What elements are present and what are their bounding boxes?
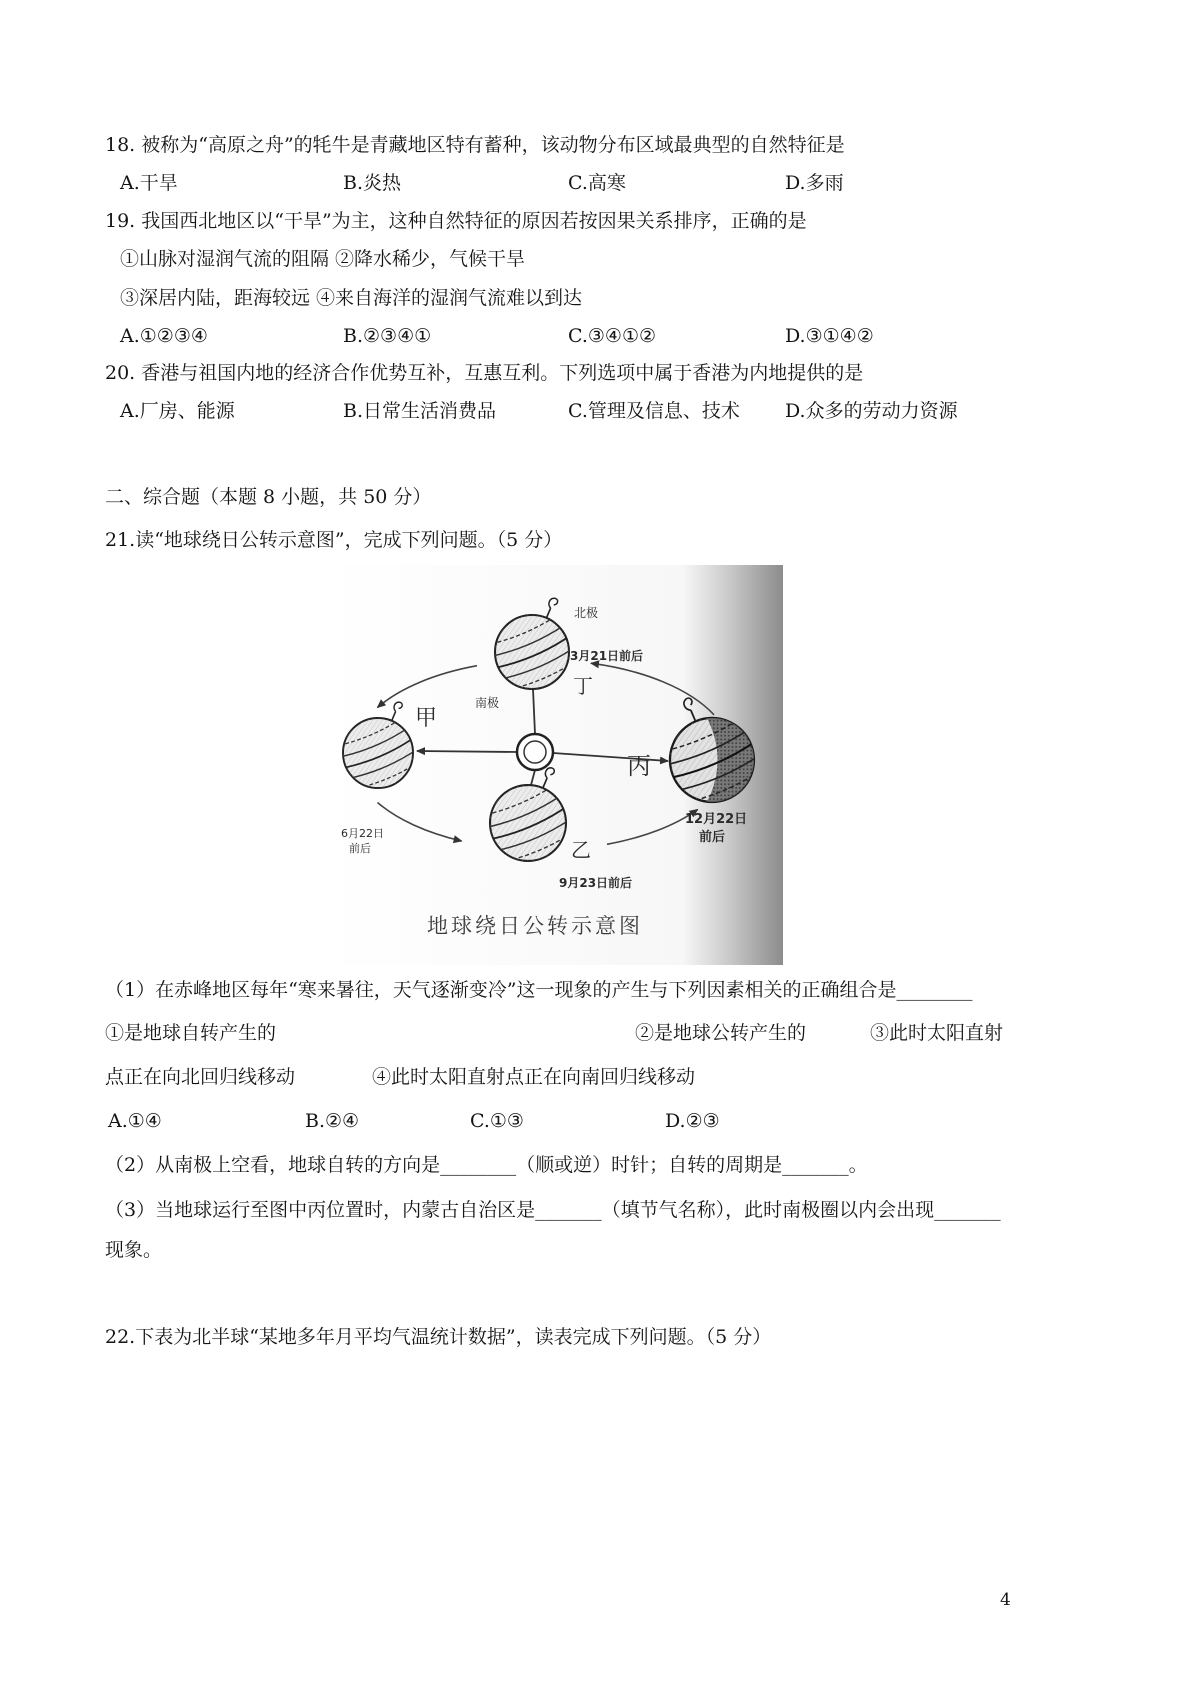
q18-option-c: C.高寒 xyxy=(568,172,626,194)
q22-stem: 22.下表为北半球“某地多年月平均气温统计数据”，读表完成下列问题。（5 分） xyxy=(105,1326,772,1348)
section-heading: 二、综合题（本题 8 小题，共 50 分） xyxy=(105,486,432,508)
q19-option-c: C.③④①② xyxy=(568,325,657,347)
label-ding: 丁 xyxy=(573,674,593,698)
earth-orbit-svg xyxy=(327,565,783,965)
label-date-jia-line-2: 前后 xyxy=(349,842,371,855)
q21-stem: 21.读“地球绕日公转示意图”，完成下列问题。（5 分） xyxy=(105,529,563,551)
label-date-bing-line-2: 前后 xyxy=(699,830,726,845)
q19-option-b: B.②③④① xyxy=(343,325,432,347)
label-date-jia-line-1: 6月22日 xyxy=(341,827,384,840)
q19-option-a: A.①②③④ xyxy=(120,325,208,347)
sun-inner-ring xyxy=(524,741,546,763)
q20-option-a: A.厂房、能源 xyxy=(120,400,235,422)
q21-sub2: （2）从南极上空看，地球自转的方向是________（顺或逆）时针；自转的周期是_______。 xyxy=(105,1154,868,1176)
q21-sub1-option-c: C.①③ xyxy=(470,1110,524,1132)
q19-stem: 19. 我国西北地区以“干旱”为主，这种自然特征的原因若按因果关系排序，正确的是 xyxy=(105,210,807,232)
figure-caption: 地球绕日公转示意图 xyxy=(427,914,643,938)
q21-sub1-stem: （1）在赤峰地区每年“寒来暑往，天气逐渐变冷”这一现象的产生与下列因素相关的正确组合是________ xyxy=(105,979,973,1001)
q21-sub1-option-d: D.②③ xyxy=(665,1110,720,1132)
label-date-yi: 9月23日前后 xyxy=(559,876,633,890)
q20-option-b: B.日常生活消费品 xyxy=(343,400,497,422)
label-yi: 乙 xyxy=(571,838,591,862)
label-date-bing-line-1: 12月22日 xyxy=(685,812,748,827)
q21-sub3-line-2: 现象。 xyxy=(105,1239,163,1261)
q20-option-c: C.管理及信息、技术 xyxy=(568,400,740,422)
q18-option-a: A.干旱 xyxy=(120,172,178,194)
page-number: 4 xyxy=(1000,1590,1011,1610)
q18-option-b: B.炎热 xyxy=(343,172,402,194)
q20-option-d: D.众多的劳动力资源 xyxy=(785,400,958,422)
q20-stem: 20. 香港与祖国内地的经济合作优势互补，互惠互利。下列选项中属于香港为内地提供的是 xyxy=(105,362,864,384)
label-north-pole: 北极 xyxy=(574,606,599,620)
q21-sub1-option-a: A.①④ xyxy=(108,1110,162,1132)
arrow-sun-to-jia xyxy=(417,751,517,752)
earth-orbit-diagram xyxy=(327,565,783,965)
q19-item-line-2: ③深居内陆，距海较远 ④来自海洋的湿润气流难以到达 xyxy=(120,287,583,309)
q18-option-d: D.多雨 xyxy=(785,172,844,194)
q21-sub1-option-b: B.②④ xyxy=(305,1110,360,1132)
label-south-pole: 南极 xyxy=(475,696,500,710)
q19-item-line-1: ①山脉对湿润气流的阻隔 ②降水稀少，气候干旱 xyxy=(120,248,526,270)
q21-sub1-statement-1: ①是地球自转产生的 xyxy=(105,1022,277,1044)
label-date-ding: 3月21日前后 xyxy=(570,649,644,663)
label-jia: 甲 xyxy=(415,706,438,731)
q19-option-d: D.③①④② xyxy=(785,325,874,347)
q21-sub1-statement-4: ④此时太阳直射点正在向南回归线移动 xyxy=(372,1066,696,1088)
q21-sub1-statement-2: ②是地球公转产生的 xyxy=(635,1022,807,1044)
q21-sub3-line-1: （3）当地球运行至图中丙位置时，内蒙古自治区是_______（填节气名称），此时南极圈以内会出现_______ xyxy=(105,1199,1001,1221)
q21-sub1-statement-3-end: 点正在向北回归线移动 xyxy=(105,1066,296,1088)
q21-sub1-statement-3-start: ③此时太阳直射 xyxy=(870,1022,1004,1044)
q18-stem: 18. 被称为“高原之舟”的牦牛是青藏地区特有蓄种，该动物分布区域最典型的自然特征是 xyxy=(105,134,845,156)
label-bing: 丙 xyxy=(627,752,651,780)
